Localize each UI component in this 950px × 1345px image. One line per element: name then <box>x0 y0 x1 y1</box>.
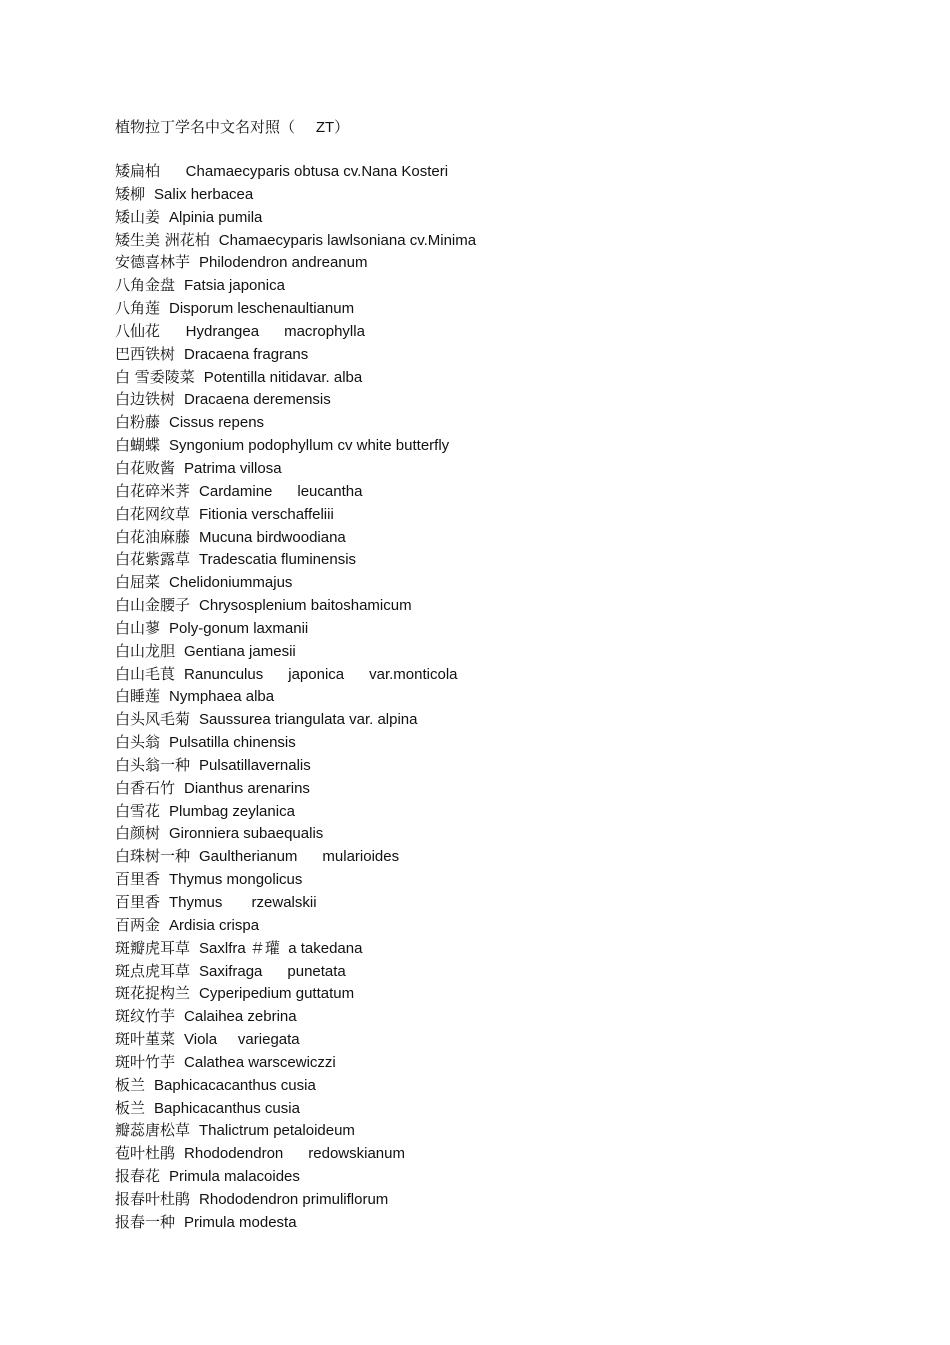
list-item <box>115 891 476 914</box>
list-item <box>115 1119 476 1142</box>
chinese-name: 白香石竹 <box>115 778 176 797</box>
latin-name: Dianthus arenarins <box>184 779 310 797</box>
list-item <box>115 320 476 343</box>
chinese-name: 白山龙胆 <box>115 641 176 660</box>
chinese-name: 白花碎米荠 <box>115 481 191 500</box>
list-item <box>115 754 476 777</box>
list-item <box>115 1188 476 1211</box>
chinese-name: 白边铁树 <box>115 390 176 409</box>
chinese-name: 白头风毛菊 <box>115 710 191 729</box>
latin-name: Rhododendron redowskianum <box>184 1145 405 1163</box>
chinese-name: 斑花捉构兰 <box>115 984 191 1003</box>
list-item <box>115 982 476 1005</box>
chinese-name: 矮山姜 <box>115 207 161 226</box>
list-item <box>115 480 476 503</box>
latin-name: Gentiana jamesii <box>184 642 296 660</box>
latin-name: Fitionia verschaffeliii <box>199 505 334 523</box>
latin-name: Nymphaea alba <box>169 688 275 706</box>
latin-name: Thalictrum petaloideum <box>199 1122 355 1140</box>
latin-name: Chamaecyparis obtusa cv.Nana Kosteri <box>169 163 449 180</box>
chinese-name: 白头翁 <box>115 733 161 752</box>
latin-name: Baphicacacanthus cusia <box>154 1076 316 1094</box>
list-item <box>115 1165 476 1188</box>
chinese-name: 矮扁柏 <box>115 162 161 180</box>
latin-name: Saxlfra ＃瓘 a takedana <box>199 939 363 957</box>
chinese-name: 白珠树一种 <box>115 847 191 866</box>
chinese-name: 报春花 <box>115 1167 161 1186</box>
chinese-name: 白山金腰子 <box>115 596 191 615</box>
chinese-name: 斑纹竹芋 <box>115 1007 176 1026</box>
latin-name: Syngonium podophyllum cv white butterfly <box>169 437 450 455</box>
list-item <box>115 914 476 937</box>
list-item <box>115 777 476 800</box>
list-item <box>115 1211 476 1234</box>
list-item <box>115 868 476 891</box>
latin-name: Gironniera subaequalis <box>169 825 324 843</box>
latin-name: Viola variegata <box>184 1031 300 1049</box>
list-item <box>115 800 476 823</box>
list-item <box>115 1074 476 1097</box>
list-item <box>115 183 476 206</box>
latin-name: Chrysosplenium baitoshamicum <box>199 597 412 615</box>
chinese-name: 白蝴蝶 <box>115 436 161 455</box>
chinese-name: 白花败酱 <box>115 458 176 477</box>
list-item <box>115 594 476 617</box>
list-item <box>115 731 476 754</box>
list-item <box>115 1097 476 1120</box>
document-title: 植物拉丁学名中文名对照（ ZT） <box>115 119 350 136</box>
list-item <box>115 1051 476 1074</box>
chinese-name: 矮生美 洲花柏 <box>115 230 210 249</box>
latin-name: Plumbag zeylanica <box>169 802 295 820</box>
latin-name: Chelidoniummajus <box>169 574 293 592</box>
list-item <box>115 229 476 252</box>
plant-name-list <box>115 160 476 1234</box>
list-item <box>115 663 476 686</box>
latin-name: Saussurea triangulata var. alpina <box>199 711 418 729</box>
chinese-name: 斑瓣虎耳草 <box>115 938 191 957</box>
chinese-name: 白 雪委陵菜 <box>115 367 195 386</box>
chinese-name: 白屈菜 <box>115 573 161 592</box>
latin-name: Alpinia pumila <box>169 208 263 226</box>
chinese-name: 白睡莲 <box>115 687 161 706</box>
chinese-name: 白粉藤 <box>115 413 161 432</box>
latin-name: Thymus mongolicus <box>169 871 303 889</box>
chinese-name: 白山蓼 <box>115 618 161 637</box>
chinese-name: 瓣蕊唐松草 <box>115 1121 191 1140</box>
latin-name: Rhododendron primuliflorum <box>199 1190 389 1208</box>
chinese-name: 板兰 <box>115 1098 146 1117</box>
chinese-name: 斑叶堇菜 <box>115 1030 176 1049</box>
list-item <box>115 503 476 526</box>
latin-name: Dracaena fragrans <box>184 345 309 363</box>
latin-name: Disporum leschenaultianum <box>169 300 355 318</box>
chinese-name: 白花网纹草 <box>115 504 191 523</box>
list-item <box>115 960 476 983</box>
list-item <box>115 366 476 389</box>
chinese-name: 百里香 <box>115 870 161 889</box>
latin-name: Ranunculus japonica var.monticola <box>184 665 458 683</box>
chinese-name: 斑点虎耳草 <box>115 961 191 980</box>
latin-name: Pulsatilla chinensis <box>169 734 296 752</box>
list-item <box>115 297 476 320</box>
chinese-name: 斑叶竹芋 <box>115 1052 176 1071</box>
list-item <box>115 388 476 411</box>
latin-name: Baphicacanthus cusia <box>154 1099 300 1117</box>
latin-name: Fatsia japonica <box>184 277 285 295</box>
latin-name: Primula malacoides <box>169 1168 300 1186</box>
list-item <box>115 571 476 594</box>
chinese-name: 矮柳 <box>115 184 146 203</box>
latin-name: Saxifraga punetata <box>199 962 346 980</box>
list-item <box>115 457 476 480</box>
latin-name: Pulsatillavernalis <box>199 756 311 774</box>
latin-name: Potentilla nitidavar. alba <box>203 368 363 386</box>
list-item <box>115 411 476 434</box>
latin-name: Calathea warscewiczzi <box>184 1053 336 1071</box>
chinese-name: 白花紫露草 <box>115 550 191 569</box>
chinese-name: 百里香 <box>115 893 161 911</box>
list-item <box>115 640 476 663</box>
list-item <box>115 251 476 274</box>
latin-name: Hydrangea macrophylla <box>169 322 365 340</box>
latin-name: Cardamine leucantha <box>199 482 363 500</box>
chinese-name: 报春一种 <box>115 1212 176 1231</box>
chinese-name: 八仙花 <box>115 321 161 340</box>
latin-name: Ardisia crispa <box>169 916 260 934</box>
chinese-name: 白头翁一种 <box>115 755 191 774</box>
list-item <box>115 685 476 708</box>
latin-name: Chamaecyparis lawlsoniana cv.Minima <box>218 231 477 249</box>
latin-name: Thymus rzewalskii <box>169 894 317 911</box>
latin-name: Philodendron andreanum <box>199 254 368 272</box>
latin-name: Cyperipedium guttatum <box>199 985 355 1003</box>
latin-name: Gaultherianum mularioides <box>199 848 400 866</box>
chinese-name: 板兰 <box>115 1075 146 1094</box>
list-item <box>115 822 476 845</box>
latin-name: Cissus repens <box>169 414 265 432</box>
chinese-name: 白雪花 <box>115 801 161 820</box>
list-item <box>115 1028 476 1051</box>
latin-name: Primula modesta <box>184 1213 297 1231</box>
list-item <box>115 206 476 229</box>
latin-name: Poly-gonum laxmanii <box>169 619 309 637</box>
list-item <box>115 548 476 571</box>
chinese-name: 八角莲 <box>115 299 161 318</box>
latin-name: Patrima villosa <box>184 459 282 477</box>
chinese-name: 安德喜林芋 <box>115 253 191 272</box>
chinese-name: 百两金 <box>115 915 161 934</box>
list-item <box>115 1005 476 1028</box>
chinese-name: 白颜树 <box>115 824 161 843</box>
latin-name: Salix herbacea <box>154 185 254 203</box>
latin-name: Calaihea zebrina <box>184 1008 297 1026</box>
list-item <box>115 845 476 868</box>
list-item <box>115 708 476 731</box>
list-item <box>115 617 476 640</box>
list-item <box>115 1142 476 1165</box>
latin-name: Tradescatia fluminensis <box>199 551 357 569</box>
list-item <box>115 937 476 960</box>
latin-name: Dracaena deremensis <box>184 391 331 409</box>
latin-name: Mucuna birdwoodiana <box>199 528 346 546</box>
chinese-name: 巴西铁树 <box>115 344 176 363</box>
list-item <box>115 160 476 183</box>
list-item <box>115 343 476 366</box>
list-item <box>115 274 476 297</box>
chinese-name: 白花油麻藤 <box>115 527 191 546</box>
list-item <box>115 434 476 457</box>
list-item <box>115 526 476 549</box>
chinese-name: 八角金盘 <box>115 276 176 295</box>
chinese-name: 报春叶杜鹃 <box>115 1189 191 1208</box>
chinese-name: 白山毛茛 <box>115 664 176 683</box>
chinese-name: 苞叶杜鹃 <box>115 1144 176 1163</box>
